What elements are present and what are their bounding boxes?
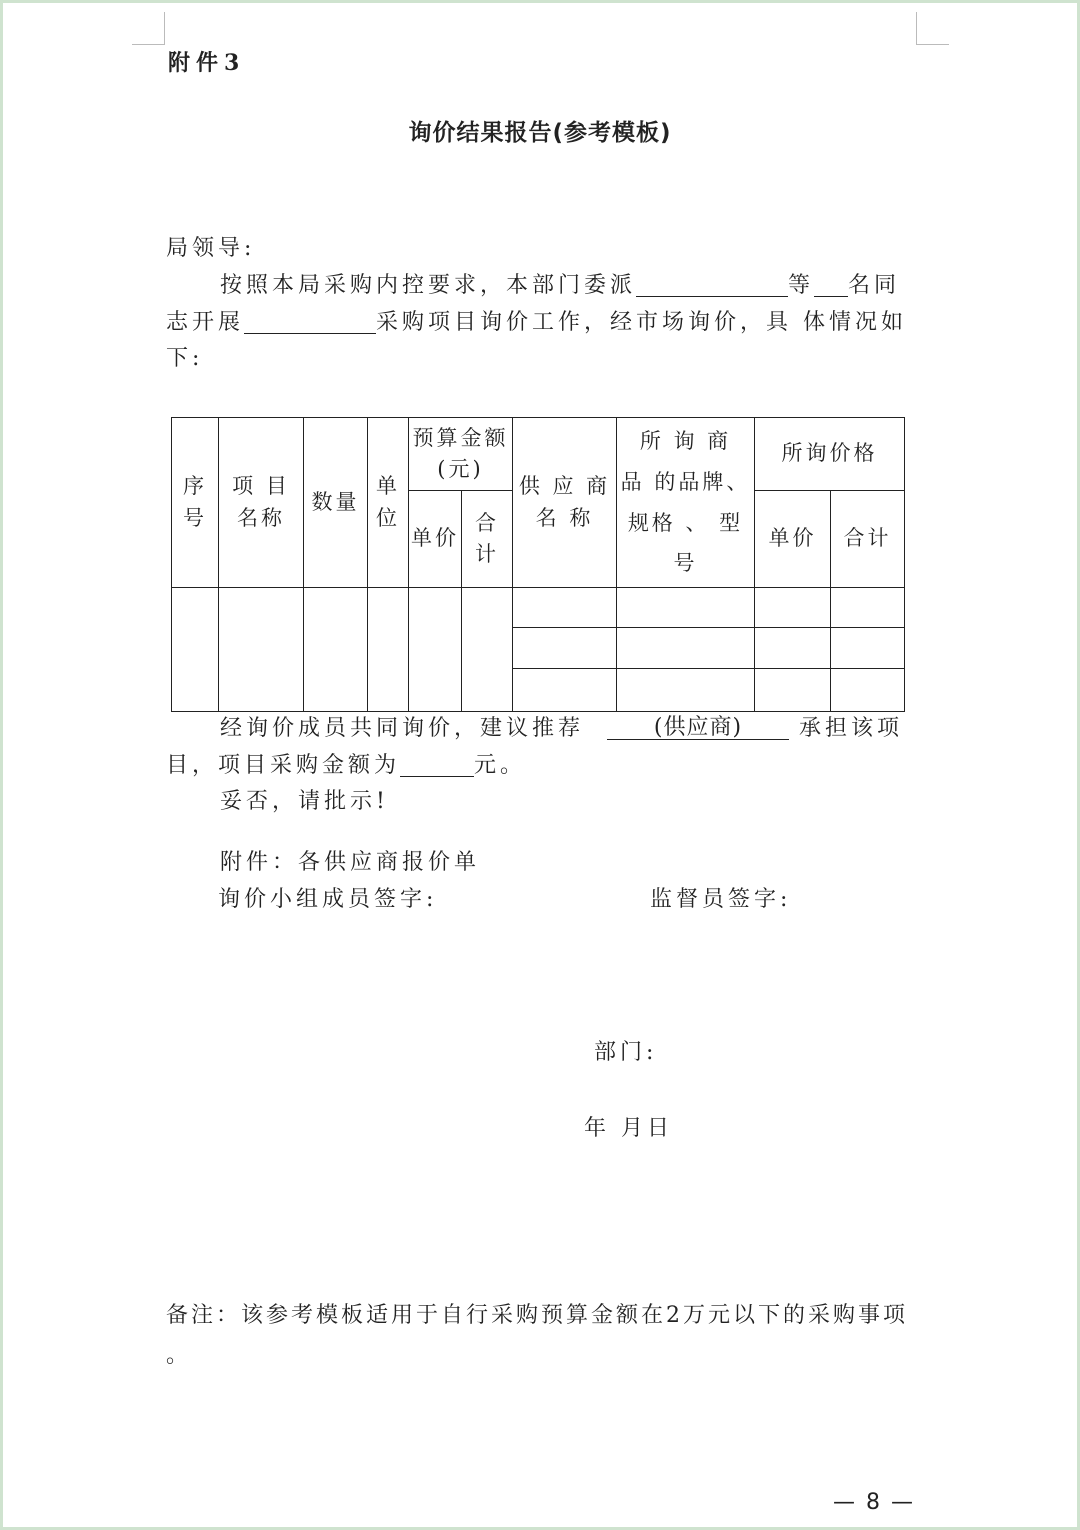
header-text: 所 询 商 <box>639 428 732 453</box>
conclusion-line-1 <box>220 717 903 740</box>
header-text: 合 <box>475 510 499 535</box>
table-cell <box>831 628 905 669</box>
header-text: 预算金额 <box>412 425 509 450</box>
table-cell <box>513 628 617 669</box>
header-budget <box>409 418 513 491</box>
header-text: 规格 、 型 <box>627 510 744 535</box>
table-cell <box>755 588 831 628</box>
approval-request: 妥否，请批示! <box>220 789 389 814</box>
header-text: 单价 <box>768 526 817 551</box>
note-line-2: 。 <box>166 1343 193 1368</box>
team-signature-label: 询价小组成员签字: <box>218 887 438 912</box>
header-text: 名称 <box>237 505 285 530</box>
letter-line-3: 下: <box>166 346 204 371</box>
crop-mark-top-right <box>916 12 949 45</box>
header-unit <box>368 418 409 588</box>
table-cell <box>831 588 905 628</box>
table-cell <box>304 588 368 712</box>
table-cell <box>513 669 617 712</box>
header-item-name <box>219 418 304 588</box>
salutation: 局领导: <box>166 236 256 261</box>
header-text: 数量 <box>311 489 360 514</box>
header-text: 名 称 <box>535 505 594 530</box>
header-text: 号 <box>183 505 207 530</box>
header-budget-unit-price <box>409 491 462 588</box>
header-text: 合计 <box>843 526 892 551</box>
table-cell <box>617 628 755 669</box>
crop-mark-top-left <box>132 12 165 45</box>
inquiry-table <box>171 417 905 712</box>
header-text: 单 <box>376 474 400 498</box>
department-label: 部门: <box>594 1040 658 1065</box>
header-budget-total <box>462 491 513 588</box>
header-price-unit <box>755 491 831 588</box>
table-cell <box>755 628 831 669</box>
amount-blank <box>400 754 474 777</box>
header-goods-spec <box>617 418 755 588</box>
letter-line-1 <box>220 274 900 297</box>
attachment-number: 附件3 <box>168 50 246 76</box>
header-text: 品 的品牌、 <box>620 469 751 494</box>
header-text: 所询价格 <box>781 441 878 466</box>
conclusion-text: 经询价成员共同询价，建议推荐 <box>220 716 585 741</box>
assignee-blank <box>636 274 788 297</box>
table-cell <box>513 588 617 628</box>
letter-text: 志开展 <box>166 310 245 335</box>
header-quoted-price <box>755 418 905 491</box>
letter-text: 按照本局采购内控要求，本部门委派 <box>220 273 637 298</box>
header-supplier <box>513 418 617 588</box>
header-price-total <box>831 491 905 588</box>
header-text: 号 <box>673 551 698 576</box>
header-text: 序 <box>183 474 207 498</box>
table-cell <box>617 669 755 712</box>
table-cell <box>755 669 831 712</box>
conclusion-line-2 <box>166 754 526 777</box>
header-text: 计 <box>475 542 499 566</box>
table-cell <box>368 588 409 712</box>
header-seq <box>172 418 219 588</box>
conclusion-text: 目，项目采购金额为 <box>166 753 401 778</box>
header-text: 位 <box>376 505 400 530</box>
header-text: 项 目 <box>232 474 290 498</box>
header-text: 供 应 商 <box>518 474 611 498</box>
header-quantity <box>304 418 368 588</box>
table-cell <box>172 588 219 712</box>
conclusion-text: 承担该项 <box>799 716 904 741</box>
page-title: 询价结果报告(参考模板) <box>408 120 672 146</box>
table-cell <box>617 588 755 628</box>
header-text: (元) <box>437 457 484 481</box>
letter-text: 名同 <box>848 273 901 298</box>
supervisor-signature-label: 监督员签字: <box>650 887 792 912</box>
letter-line-2 <box>166 311 907 334</box>
count-blank <box>814 274 848 297</box>
note-line-1: 备注：该参考模板适用于自行采购预算金额在2万元以下的采购事项 <box>166 1303 908 1328</box>
table-cell <box>462 588 513 712</box>
table-cell <box>219 588 304 712</box>
letter-text: 采购项目询价工作，经市场询价，具 体情况如 <box>376 310 908 335</box>
letter-text: 等 <box>788 273 815 298</box>
supplier-blank: (供应商) <box>607 717 789 740</box>
conclusion-text: 元。 <box>474 753 527 778</box>
page-number: — 8 — <box>833 1490 915 1515</box>
attachments-line: 附件：各供应商报价单 <box>220 850 481 875</box>
date-label: 年 月日 <box>584 1116 673 1141</box>
header-text: 单价 <box>411 526 459 551</box>
table-cell <box>831 669 905 712</box>
project-blank <box>244 311 376 334</box>
table-cell <box>409 588 462 712</box>
